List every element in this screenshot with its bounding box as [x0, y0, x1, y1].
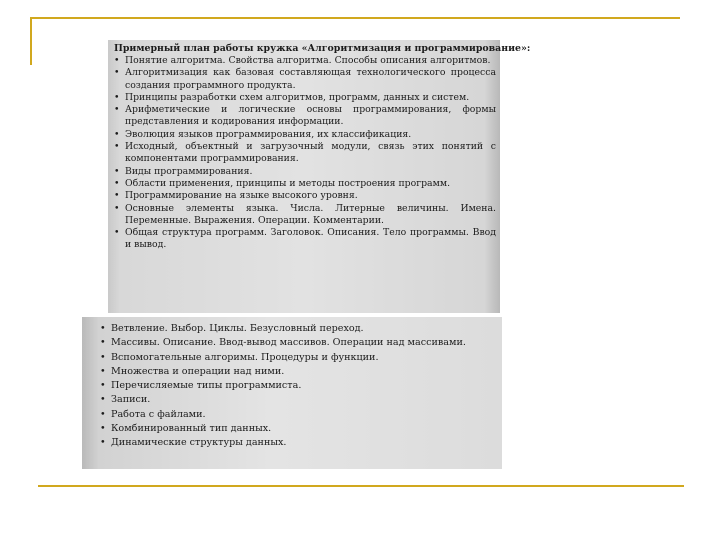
- list-item: • Ветвление. Выбор. Циклы. Безусловный переход.: [100, 322, 502, 336]
- list-item: • Виды программирования.: [114, 166, 500, 178]
- list-item: • Исходный, объектный и загрузочный модули, связь этих понятий с компонентами программирования.: [114, 141, 500, 166]
- plan-title: Примерный план работы кружка «Алгоритмизация и программирование»:: [114, 43, 531, 54]
- list-item: • Программирование на языке высокого уровня.: [114, 190, 500, 202]
- list-item: • Перечисляемые типы программиста.: [100, 379, 502, 393]
- list-item: • Записи.: [100, 393, 502, 407]
- list-item: • Массивы. Описание. Ввод-вывод массивов. Операции над массивами.: [100, 336, 502, 350]
- list-item: • Основные элементы языка. Числа. Литерные величины. Имена. Переменные. Выражения. Операции. Комментарии.: [114, 203, 500, 228]
- list-item: • Области применения, принципы и методы построения программ.: [114, 178, 500, 190]
- list-item: • Алгоритмизация как базовая составляющая технологического процесса создания программного продукта.: [114, 67, 500, 92]
- list-item: • Вспомогательные алгоримы. Процедуры и функции.: [100, 351, 502, 365]
- list-item: • Работа с файлами.: [100, 408, 502, 422]
- bottom-rule: [38, 485, 684, 487]
- list-item: • Понятие алгоритма. Свойства алгоритма. Способы описания алгоритмов.: [114, 55, 500, 67]
- list-item: • Эволюция языков программирования, их классификация.: [114, 129, 500, 141]
- list-item: • Общая структура программ. Заголовок. Описания. Тело программы. Ввод и вывод.: [114, 227, 500, 252]
- list-item: • Комбинированный тип данных.: [100, 422, 502, 436]
- left-rule: [30, 17, 32, 65]
- scanned-page-top: [108, 40, 531, 313]
- list-item: • Принципы разработки схем алгоритмов, программ, данных и систем.: [114, 92, 500, 104]
- list-item: • Множества и операции над ними.: [100, 365, 502, 379]
- list-item: • Арифметические и логические основы программирования, формы представления и кодирования информации.: [114, 104, 500, 129]
- scanned-page-bottom: [82, 317, 502, 469]
- list-item: • Динамические структуры данных.: [100, 436, 502, 450]
- plan-list-part1: [114, 55, 500, 252]
- plan-list-part2: [100, 322, 502, 451]
- top-rule: [30, 17, 680, 19]
